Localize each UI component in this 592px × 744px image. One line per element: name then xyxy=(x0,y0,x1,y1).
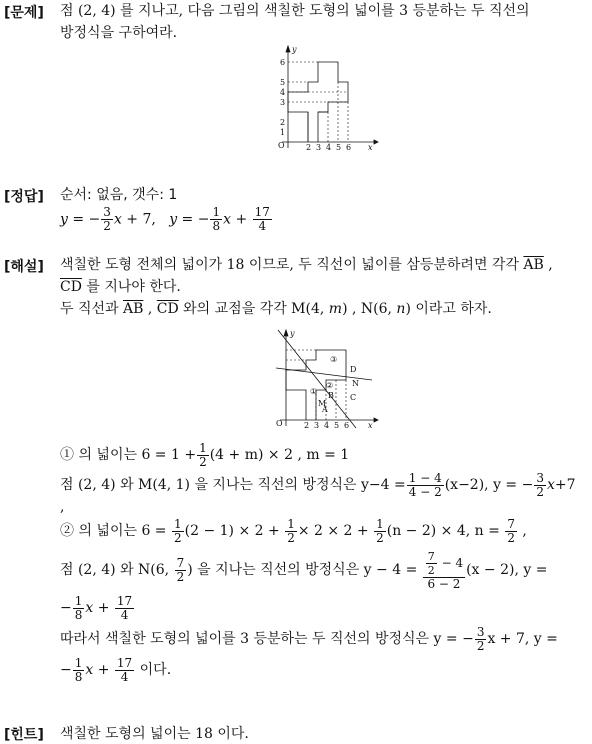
expl-line-n-2: − $\frac{1}{8}$ x + $\frac{17}{4}$ xyxy=(60,593,133,622)
fig1-y3: 3 xyxy=(280,98,286,107)
fig2-x2: 2 xyxy=(304,421,310,430)
fig1-origin: O xyxy=(278,141,285,150)
figure-2 xyxy=(272,328,382,430)
expl-line-2: $\overline{CD}$ 를 지나야 한다. xyxy=(60,279,181,295)
fig2-x3: 3 xyxy=(314,421,320,430)
expl-final-1: 따라서 색칠한 도형의 넓이를 3 등분하는 두 직선의 방정식은 y = − $\frac{3}{2}$ x + 7, y = xyxy=(60,624,558,653)
fig2-origin: O xyxy=(276,419,283,428)
answer-equations: y = − $\frac{3}{2}$ x + 7, y = − $\frac{1}{8}$ x + $\frac{17}{4}$ xyxy=(60,205,270,233)
fig1-y5: 5 xyxy=(280,78,286,87)
problem-text-1: 점 (2, 4) 를 지나고, 다음 그림의 색칠한 도형의 넓이를 3 등분하는 두 직선의 xyxy=(60,3,530,19)
expl-line-m: 점 (2, 4) 와 M(4, 1) 을 지나는 직선의 방정식은 y−4 = $\frac{1 - 4}{4 - 2}$ (x−2), y = − $\frac{3}{2}$ x+7 xyxy=(60,470,576,499)
fig2-x5: 5 xyxy=(334,421,340,430)
fig2-yaxis: y xyxy=(290,329,295,338)
expl-circle1: ① 의 넓이는 6 = 1 + $\frac{1}{2}$ (4 + m) × 2 , m = 1 xyxy=(60,440,350,469)
fig2-label-c: C xyxy=(350,393,357,402)
hint-tag: [힌트] xyxy=(4,727,44,743)
expl-final-2: − $\frac{1}{8}$ x + $\frac{17}{4}$ 이다. xyxy=(60,655,172,684)
answer-line-1: 순서: 없음, 갯수: 1 xyxy=(60,187,178,203)
fig2-label-b: B xyxy=(328,391,334,400)
fig1-x4: 4 xyxy=(326,143,332,152)
fig1-y1: 1 xyxy=(280,128,286,137)
fig2-region-3: ③ xyxy=(330,355,338,364)
fig2-region-2: ② xyxy=(326,381,334,390)
fig1-yaxis: y xyxy=(292,45,297,54)
expl-line-n: 점 (2, 4) 와 N(6, $\frac{7}{2}$ ) 을 지나는 직선의 방정식은 y − 4 = $\frac{7}{2}$ − 4 6 − 2 (x − 2), y = xyxy=(60,549,548,591)
explanation-tag: [해설] xyxy=(4,259,44,275)
fig2-label-a: A xyxy=(322,405,328,414)
fig1-y4: 4 xyxy=(280,88,286,97)
expl-circle2: ② 의 넓이는 6 = $\frac{1}{2}$ (2 − 1) × 2 + $\frac{1}{2}$ × 2 × 2 + $\frac{1}{2}$ (n − 2) × 4, n = $\frac{7}{2}$ , xyxy=(60,516,527,545)
fig2-label-d: D xyxy=(350,365,357,374)
fig2-xaxis: x xyxy=(368,421,373,430)
problem-tag: [문제] xyxy=(4,5,44,21)
fig1-x3: 3 xyxy=(316,143,322,152)
fig1-x5: 5 xyxy=(336,143,342,152)
fig1-xaxis: x xyxy=(368,143,373,152)
problem-text-2: 방정식을 구하여라. xyxy=(60,25,178,41)
expl-line-3: 두 직선과 $\overline{AB}$ , $\overline{CD}$ 와의 교점을 각각 M(4, m) , N(6, n) 이라고 하자. xyxy=(60,301,492,317)
hint-text: 색칠한 도형의 넓이는 18 이다. xyxy=(60,726,249,742)
answer-tag: [정답] xyxy=(4,189,44,205)
fig2-region-1: ① xyxy=(310,387,318,396)
expl-line-1: 색칠한 도형 전체의 넓이가 18 이므로, 두 직선이 넓이를 삼등분하려면 각각 $\overline{AB}$ , xyxy=(60,257,553,273)
fig1-x6: 6 xyxy=(346,143,352,152)
expl-comma: , xyxy=(60,499,65,515)
fig2-label-n: N xyxy=(352,379,359,388)
figure-1 xyxy=(272,44,382,152)
fig1-y2: 2 xyxy=(280,118,286,127)
fig2-x4: 4 xyxy=(324,421,330,430)
fig1-x2: 2 xyxy=(306,143,312,152)
fig2-x6: 6 xyxy=(344,421,350,430)
fig1-y6: 6 xyxy=(280,58,286,67)
fig2-label-m: M xyxy=(318,399,327,408)
